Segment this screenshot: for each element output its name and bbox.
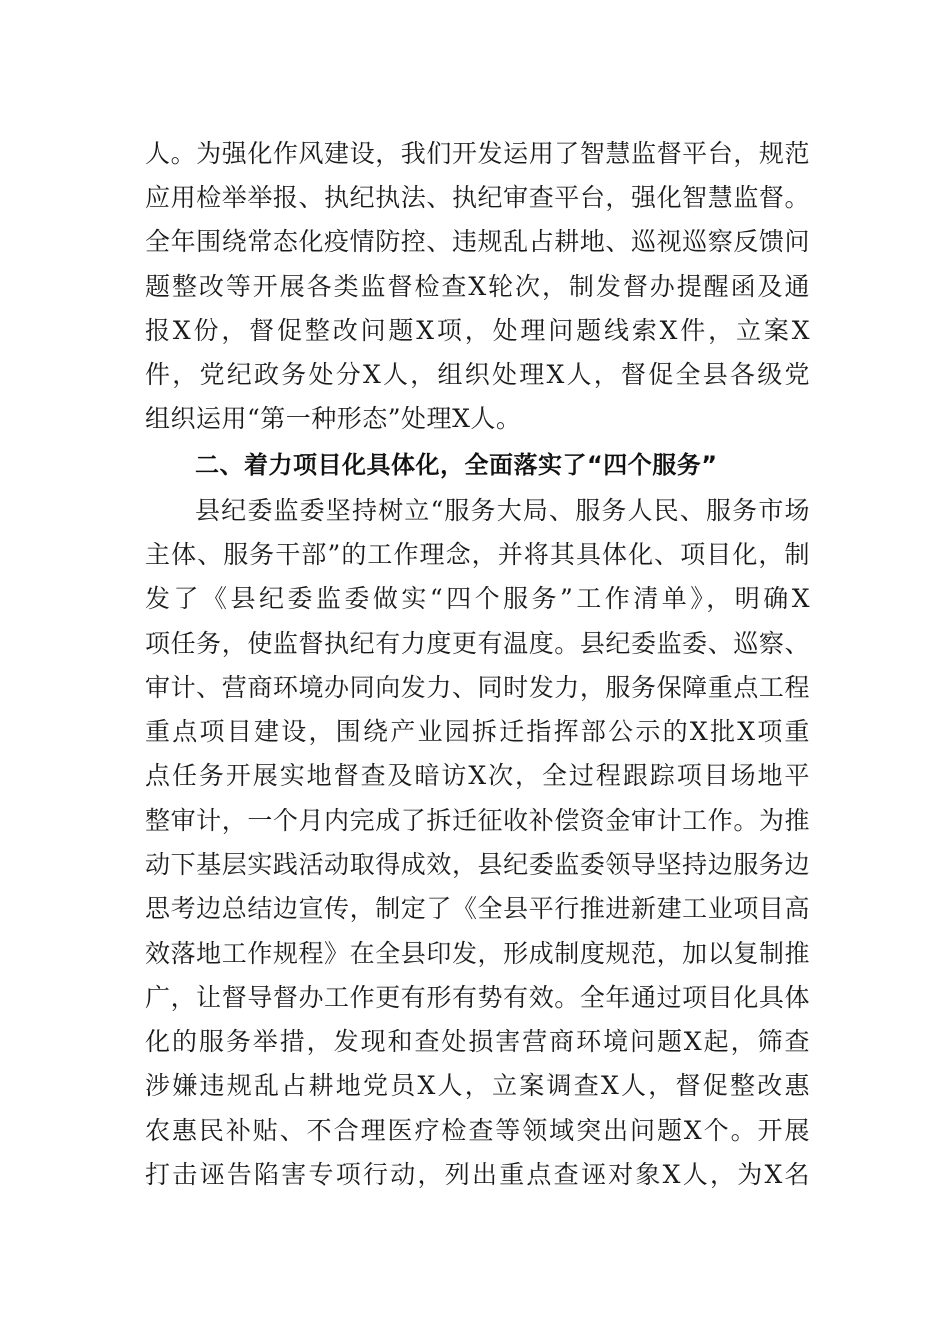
paragraph-2-line-1: 县纪委监委坚持树立“服务大局、服务人民、服务市场 — [195, 496, 810, 525]
paragraph-2-line-16: 打击诬告陷害专项行动，列出重点查诬对象X人，为X名 — [145, 1160, 810, 1189]
paragraph-2-line-7: 点任务开展实地督查及暗访X次，全过程跟踪项目场地平 — [145, 761, 810, 790]
paragraph-2-line-4: 项任务，使监督执纪有力度更有温度。县纪委监委、巡察、 — [145, 629, 810, 658]
paragraph-2-line-8: 整审计，一个月内完成了拆迁征收补偿资金审计工作。为推 — [145, 806, 810, 835]
paragraph-1-line-3: 全年围绕常态化疫情防控、违规乱占耕地、巡视巡察反馈问 — [145, 227, 810, 256]
paragraph-2-line-10: 思考边总结边宣传，制定了《全县平行推进新建工业项目高 — [145, 894, 810, 923]
paragraph-1-line-1: 人。为强化作风建设，我们开发运用了智慧监督平台，规范 — [145, 139, 810, 168]
paragraph-2-line-2: 主体、服务干部”的工作理念，并将其具体化、项目化，制 — [145, 540, 810, 569]
paragraph-1-line-7: 组织运用“第一种形态”处理X人。 — [145, 404, 522, 433]
paragraph-2-line-6: 重点项目建设，围绕产业园拆迁指挥部公示的X批X项重 — [145, 717, 810, 746]
paragraph-1-line-6: 件，党纪政务处分X人，组织处理X人，督促全县各级党 — [145, 360, 810, 389]
paragraph-2-line-3: 发了《县纪委监委做实“四个服务”工作清单》，明确X — [145, 584, 810, 613]
paragraph-2-line-14: 涉嫌违规乱占耕地党员X人，立案调查X人，督促整改惠 — [145, 1071, 810, 1100]
paragraph-1-line-4: 题整改等开展各类监督检查X轮次，制发督办提醒函及通 — [145, 272, 810, 301]
section-heading: 二、着力项目化具体化，全面落实了“四个服务” — [195, 451, 718, 479]
paragraph-1-line-2: 应用检举举报、执纪执法、执纪审查平台，强化智慧监督。 — [145, 183, 810, 212]
paragraph-2-line-12: 广，让督导督办工作更有形有势有效。全年通过项目化具体 — [145, 983, 810, 1012]
paragraph-2-line-15: 农惠民补贴、不合理医疗检查等领域突出问题X个。开展 — [145, 1116, 810, 1145]
paragraph-2-line-11: 效落地工作规程》在全县印发，形成制度规范，加以复制推 — [145, 939, 810, 968]
paragraph-2-line-13: 化的服务举措，发现和查处损害营商环境问题X起，筛查 — [145, 1027, 810, 1056]
paragraph-2-line-5: 审计、营商环境办同向发力、同时发力，服务保障重点工程 — [145, 673, 810, 702]
paragraph-1-line-5: 报X份，督促整改问题X项，处理问题线索X件，立案X — [145, 316, 810, 345]
paragraph-2-line-9: 动下基层实践活动取得成效，县纪委监委领导坚持边服务边 — [145, 850, 810, 879]
